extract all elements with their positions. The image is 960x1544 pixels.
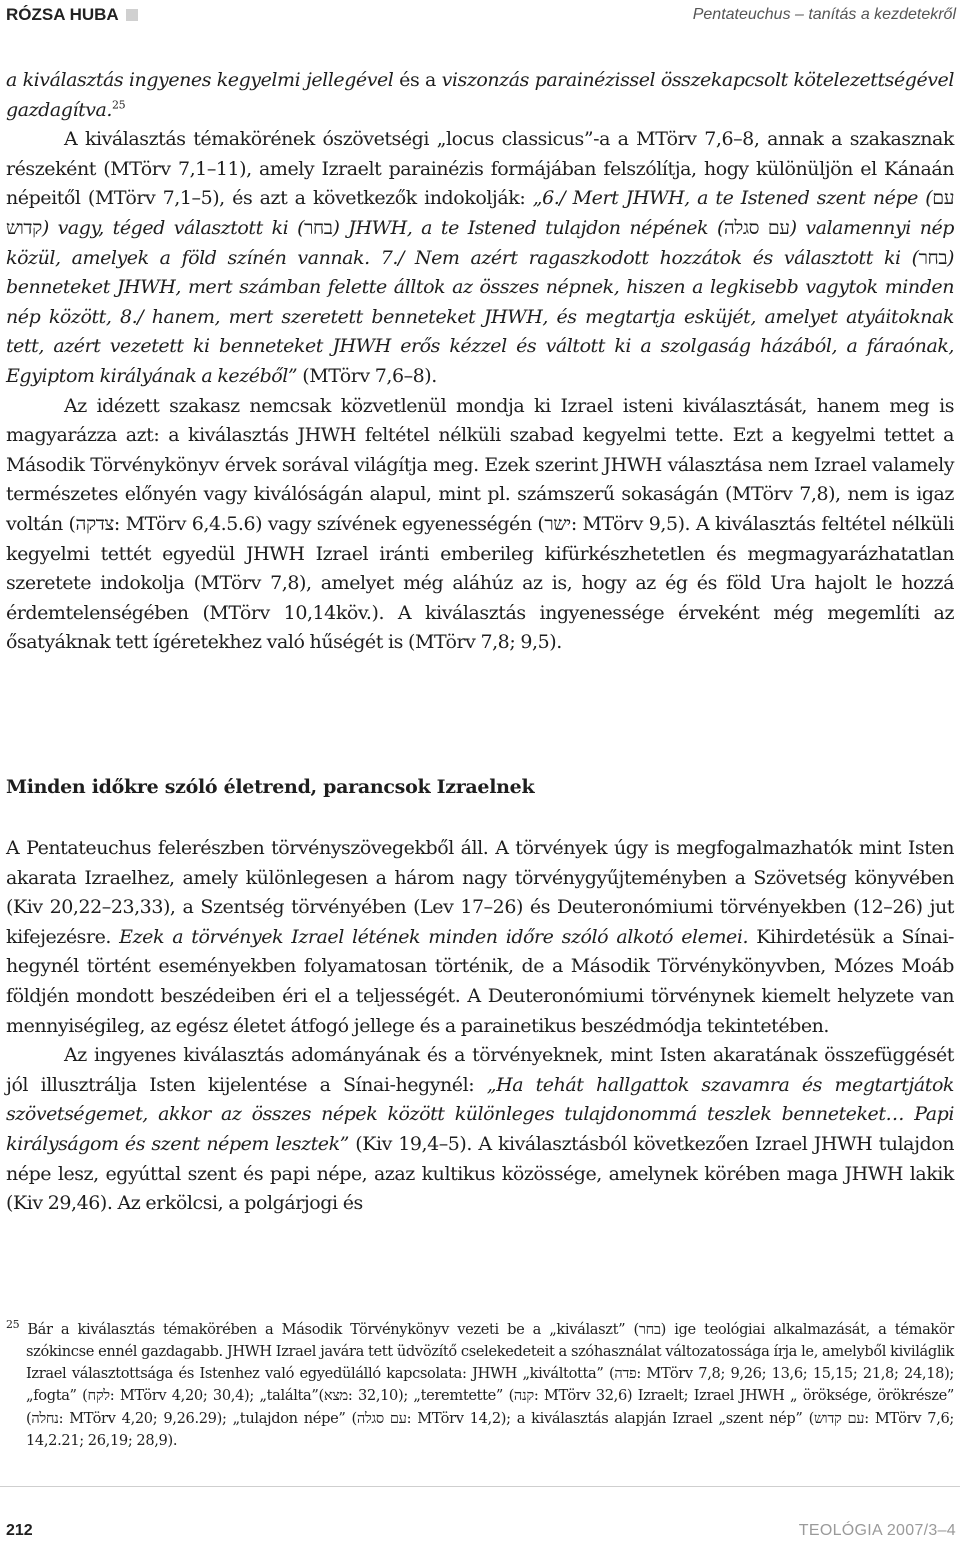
quote-span: ) vagy, téged választott ki ( — [41, 216, 305, 239]
paragraph-locus-classicus — [6, 125, 954, 391]
text-span: és a — [393, 69, 442, 91]
text-span: Az idézett szakasz nemcsak közvetlenül mondja ki Izrael isteni kiválasztását, hanem meg is magyarázza azt: a kiválasztás JHWH feltétel nélküli szabad kegyelmi tette. Ezt a kegyelmi tettet a Második Törvénykönyv érvek sorával világítja meg. Ezek szerint JHWH választása nem Izrael valamely természetes előnyén vagy kiválóságán alapul, mint pl. számszerű sokaságán (MTörv 7,8), nem is igaz voltán ( — [6, 394, 954, 535]
hebrew-term: בחר — [638, 1320, 661, 1338]
quote-span: ) valamennyi nép közül, amelyek a föld színén vannak. 7./ Nem azért ragaszkodott hozzátok és választott ki ( — [6, 216, 954, 269]
text-span: Bár a kiválasztás témakörében a Második Törvénykönyv vezeti be a „kiválaszt” ( — [27, 1320, 639, 1338]
footer-divider — [0, 1486, 960, 1487]
text-span: : MTörv 4,20; 9,26.29); „tulajdon népe” ( — [58, 1409, 357, 1427]
text-span: (Kiv 19,4–5). A kiválasztásból következően Izrael JHWH tulajdon népe lesz, egyúttal szent és papi népe, azaz kultikus közössége, amelynek körében maga JHWH lakik (Kiv 29,46). Az erkölcsi, a polgárjogi és — [6, 1132, 954, 1215]
footnote — [6, 1314, 954, 1452]
quote-span: „6./ Mert JHWH, a te Istened szent népe ( — [532, 187, 933, 210]
text-span: A kiválasztás témakörének ószövetségi „locus classicus”-a a MTörv 7,6–8, annak a szakasznak részeként (MTörv 7,1–11), amely Izraelt parainézis formájában felszólítja, hogy különüljön el Kánaán népeitől (MTörv 7,1–5), és azt a következők indokolják: — [6, 128, 954, 210]
footnote-ref[interactable]: 25 — [112, 98, 126, 112]
hebrew-term: בחר — [918, 246, 948, 269]
quote-span: „Ha tehát hallgattok szavamra és megtartjátok szövetségemet, akkor az összes népek között különleges tulajdonommá teszlek benneteket… Papi királyságom és szent népem lesztek” — [6, 1073, 954, 1155]
body-text — [6, 66, 954, 658]
text-span: : MTörv 7,6; 14,2.21; 26,19; 28,9). — [26, 1409, 954, 1449]
text-span: : MTörv 14,2); a kiválasztás alapján Izrael „szent nép” ( — [406, 1409, 814, 1427]
header-square-marker — [126, 9, 138, 21]
paragraph-continuation — [6, 66, 954, 125]
italic-span: a kiválasztás ingyenes kegyelmi jellegével — [6, 69, 394, 91]
text-span: : 32,10); „teremtette” ( — [347, 1387, 514, 1405]
italic-span: viszonzás parainézissel összekapcsolt kötelezettségével gazdagítva. — [6, 69, 954, 121]
text-span: A Pentateuchus felerészben törvényszövegekből áll. A törvények úgy is megfogalmazhatók mint Isten akarata Izraelhez, amely különlegesen a három nagy törvénygyűjteményben a Szövetség könyvében (Kiv 20,22–23,33), a Szentség törvényében (Lev 17–26) és Deuteronómiumi törvényekben (12–26) jut kifejezésre. — [6, 837, 954, 948]
text-span: : MTörv 6,4.5.6) vagy szívének egyenességén ( — [113, 512, 545, 535]
text-span: Az ingyenes kiválasztás adományának és a törvényeknek, mint Isten akaratának összefüggését jól illusztrálja Isten kijelentése a Sínai-hegynél: — [6, 1044, 954, 1096]
author-name: RÓZSA HUBA — [6, 5, 119, 24]
hebrew-term: עם סגלה — [356, 1409, 407, 1427]
text-span: : MTörv 9,5). A kiválasztás feltétel nélküli kegyelmi tettét egyedül JHWH Izrael iránti emberileg kifürkészhetetlen és megmagyarázhatatlan szeretete indokolja (MTörv 7,8), amelyet még aláhúz az is, hogy az ég és föld Ura hajolt le hozzá érdemtelenségében (MTörv 10,14köv.). A kiválasztás ingyenessége érveként még megemlíti az ősatyáknak tett ígéretekhez való hűségét is (MTörv 7,8; 9,5). — [6, 512, 955, 654]
hebrew-term: פדה — [614, 1365, 637, 1383]
quote-span: ) JHWH, a te Istened tulajdon népének ( — [332, 216, 724, 239]
hebrew-term: ישר — [544, 512, 571, 535]
journal-issue: TEOLÓGIA 2007/3–4 — [798, 1522, 956, 1539]
italic-span: Ezek a törvények Izrael létének minden időre szóló alkotó elemei. — [119, 925, 749, 948]
hebrew-term: מצא — [323, 1387, 348, 1405]
hebrew-term: עם סגלה — [723, 216, 790, 239]
paragraph-explanation — [6, 392, 954, 658]
text-span: : MTörv 7,8; 9,26; 13,6; 15,15; 21,8; 24,18); „fogta” ( — [26, 1365, 954, 1405]
text-span: : MTörv 32,6) Izraelt; Izrael JHWH „ öröksége, örökrésze” ( — [26, 1387, 954, 1427]
running-title: Pentateuchus – tanítás a kezdetekről — [692, 6, 956, 23]
hebrew-term: קנה — [513, 1387, 534, 1405]
footnote-number: 25 — [6, 1318, 20, 1331]
text-span: (MTörv 7,6–8). — [297, 364, 437, 387]
section-heading: Minden időkre szóló életrend, parancsok Izraelnek — [6, 776, 535, 798]
page-number: 212 — [6, 1522, 33, 1539]
quote-span: ) benneteket JHWH, mert számban felette álltok az összes népnek, hiszen a legkisebb vagytok minden nép között, 8./ hanem, mert szeretett benneteket JHWH, és megtartja esküjét, amelyet atyáitoknak tett, azért vezetett ki benneteket JHWH erős kézzel és váltott ki a szolgaság házából, a fáraónak, Egyiptom királyának a kezéből” — [6, 246, 954, 387]
text-span: Kihirdetésük a Sínai-hegynél történt eseményekben folyamatosan történik, de a Második Törvénykönyvben, Mózes Moáb földjén mondott beszédeiben éri el a teljességét. A Deuteronómiumi törvénynek kiemelt helyzete van mennyiségileg, az egész életet átfogó jellege és a parainetikus beszédmódja tekintetében. — [6, 925, 955, 1037]
hebrew-term: עם קדוש — [6, 187, 954, 239]
section-text — [6, 834, 954, 1219]
hebrew-term: לקח — [87, 1387, 110, 1405]
page-header — [0, 0, 960, 34]
hebrew-term: צדקה — [75, 512, 114, 535]
hebrew-term: עם קדוש — [813, 1409, 865, 1427]
paragraph-law-texts — [6, 834, 954, 1041]
hebrew-term: בחר — [304, 216, 333, 239]
hebrew-term: נחלה — [31, 1409, 59, 1427]
text-span: ) ige teológiai alkalmazását, a témakör szókincse ennél gazdagabb. JHWH Izrael javára tett üdvözítő cselekedeteit a szóhasználat változatossága írja le, amelyből kiviláglik Izrael választottsága és Istenhez való egyedülálló kapcsolata: JHWH „kiváltotta” ( — [26, 1320, 954, 1383]
paragraph-sinai — [6, 1041, 954, 1219]
text-span: : MTörv 4,20; 30,4); „találta”( — [109, 1387, 324, 1405]
